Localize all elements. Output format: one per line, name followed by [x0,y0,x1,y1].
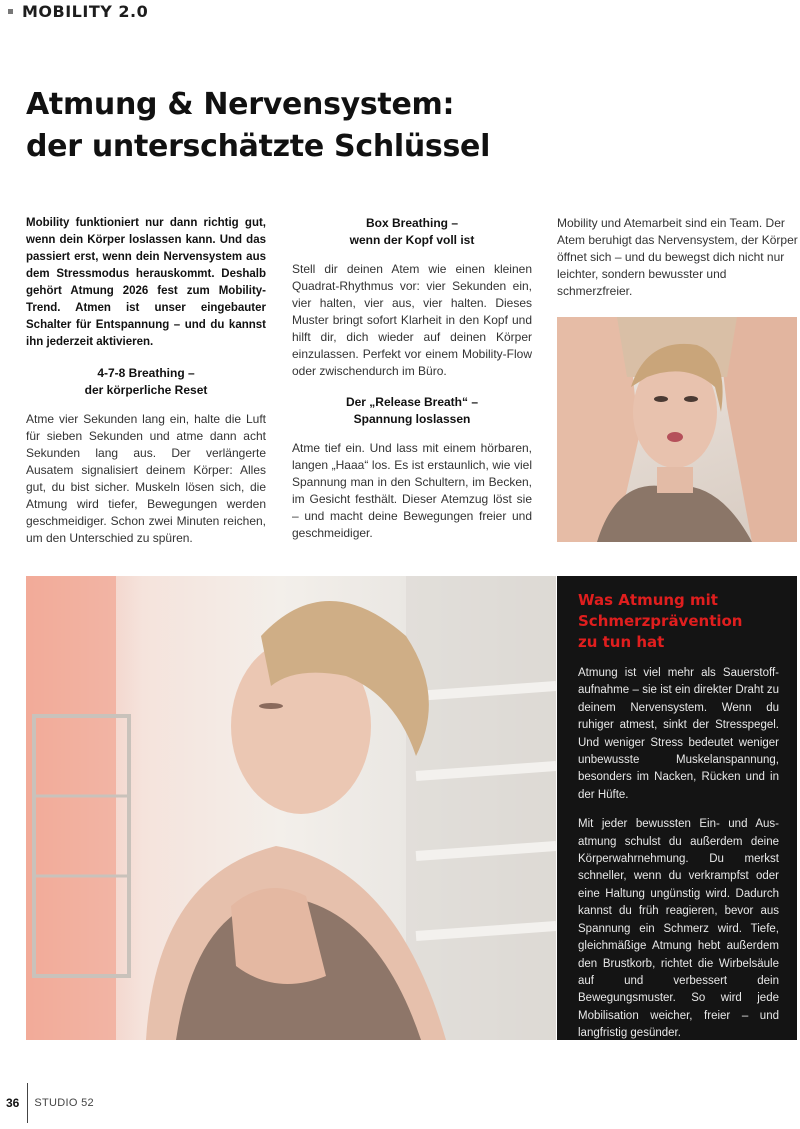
page-number: 36 [6,1096,20,1110]
article-column-2 [292,215,532,542]
article-column-3 [557,215,799,300]
lead-paragraph: Mobility funktioniert nur dann richtig gut, wenn dein Körper loslassen kann. Und das passiert erst, wenn dein Nervensystem aus dem Stressmodus herauskommt. Deshalb gehört Atmung 2026 fest zum Mobility-Trend. Atmen ist unser eingebauter Schalter für Entspannung – und du kannst ihn jederzeit aktivieren. [26,217,266,348]
photo-woman-stretching [557,317,797,542]
body-paragraph: Mobility und Atemarbeit sind ein Team. Der Atem beruhigt das Nervensystem, der Körper öffnet sich – und du bewegst dich nicht nur leichter, sondern bewusster und schmerzfreier. [557,216,798,298]
article-column-1 [26,215,266,547]
subheading-line-1: Der „Release Breath“ – [345,395,479,409]
body-paragraph: Stell dir deinen Atem wie einen kleinen Quadrat-Rhythmus vor: vier Sekunden ein, vier halten, vier aus, vier halten. Dieses Muster bringt sofort Klarheit in den Kopf und hilft dir, dich wieder auf deinen Körper einzulassen. Perfekt vor einem Mobility-Flow oder zwischendurch im Büro. [292,262,532,378]
sidebar-title-line-2: Schmerzprävention [578,612,743,630]
body-paragraph: Atme vier Sekunden lang ein, halte die Luft für sieben Sekunden und atme dann acht Sekunden lang aus. Der verlängerte Ausatem signalisiert deinem Körper: Alles gut, du bist sicher. Muskeln lösen sich, die Atmung wird tiefer, Bewegungen werden geschmeidiger. Schon zwei Minuten reichen, um den Unterschied zu spüren. [26,412,266,545]
page-title [26,84,746,168]
body-paragraph: Atme tief ein. Und lass mit einem hörbaren, langen „Haaa“ los. Es ist erstaunlich, wie viel Spannung man in den Schultern, im Becken, im Gesicht festhält. Dieser Atemzug löst sie – und macht deine Bewegungen freier und geschmeidiger. [292,441,532,540]
page-footer [6,1083,94,1123]
section-label [8,2,148,21]
subheading-box-breathing [292,215,532,249]
subheading-478-breathing [26,365,266,399]
subheading-line-2: Spannung loslassen [353,412,471,426]
sidebar-title-line-3: zu tun hat [578,633,665,651]
subheading-line-1: Box Breathing – [365,216,458,230]
sidebar-title-line-1: Was Atmung mit [578,591,718,609]
subheading-line-1: 4-7-8 Breathing – [97,366,195,380]
subheading-release-breath [292,394,532,428]
sidebar-box [557,576,797,1040]
subheading-line-2: der körperliche Reset [84,383,208,397]
footer-divider [27,1083,28,1123]
sidebar-title [578,590,779,653]
page-title-line-1: Atmung & Nervensystem: [26,87,455,122]
section-label-text: MOBILITY 2.0 [22,2,149,21]
subheading-line-2: wenn der Kopf voll ist [349,233,475,247]
photo-woman-stretching-illustration [557,317,797,542]
photo-woman-breathing-illustration [26,576,556,1040]
photo-woman-breathing [26,576,556,1040]
sidebar-paragraph: Mit jeder bewussten Ein- und Ausatmung schulst du außerdem deine Körperwahrnehmung. Du merkst schneller, wenn du verkrampfst oder eine Haltung ungünstig wird. Dadurch kannst du früh reagieren, bevor aus Spannung ein Schmerz wird. Tiefe, gleichmäßige Atmung hebt außerdem den Brustkorb, richtet die Wirbelsäule auf und verbessert dein Bewegungsmuster. So wird jede Mobilisation weicher, freier – und langfristig gesünder. [578,818,779,1040]
footer-brand: STUDIO 52 [34,1097,94,1109]
page-title-line-2: der unterschätzte Schlüssel [26,129,491,164]
sidebar-paragraph: Atmung ist viel mehr als Sauerstoffaufnahme – sie ist ein direkter Draht zu deinem Nervensystem. Wenn du ruhiger atmest, sinkt der Stresspegel. Und weniger Stress bedeutet weniger unbewusste Muskelanspannung, besonders im Nacken, Rücken und in der Hüfte. [578,667,779,801]
section-marker-icon [8,9,13,14]
